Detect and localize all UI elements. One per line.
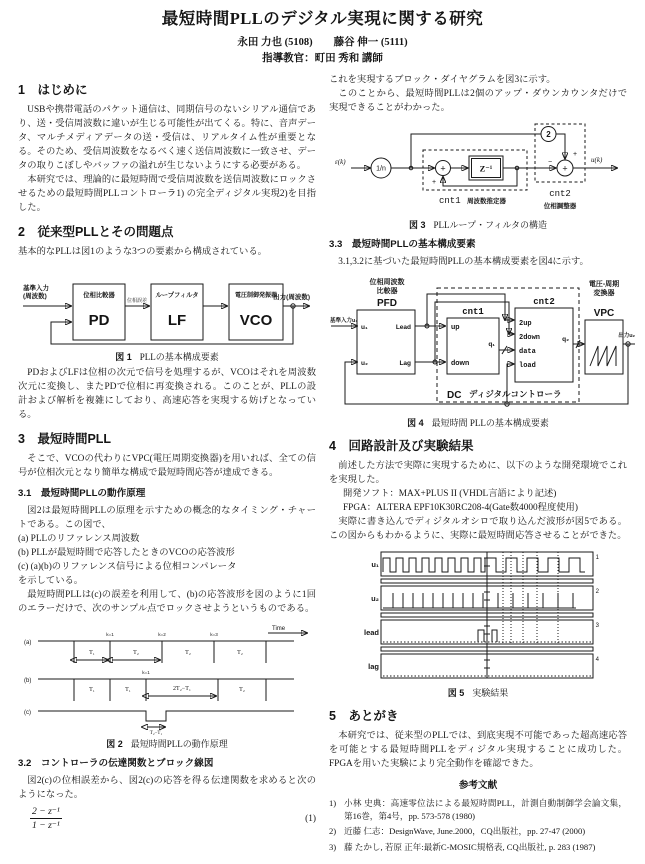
figure1-caption-text: PLLの基本構成要素: [139, 352, 219, 362]
fig5-ch-number-2: 2: [595, 589, 599, 595]
fig4-load-port: load: [519, 362, 536, 370]
fig1-vco-label: VCO: [239, 312, 273, 329]
fig3-gain-label: 1/n: [376, 165, 386, 173]
fig4-q1-port: q₁: [488, 341, 495, 348]
figure4-diagram: [329, 274, 637, 414]
fig4-input-label: 基準入力u₁: [330, 318, 358, 324]
figure3: [329, 120, 627, 231]
section4-fpga-line: FPGA：ALTERA EPF10K30RC208-4(Gate数4000程度使用): [343, 503, 578, 513]
fig2-row-c: [38, 711, 294, 735]
fig3-cnt2-label: cnt2: [549, 189, 571, 199]
fig5-ch-number-4: 4: [595, 657, 599, 663]
section1-paragraph-2: 本研究では、理論的に最短時間で受信周波数を送信周波数にロックさせるための最短時間PLLコントローラ1) の完全ディジタル実現2)を目指した。: [18, 175, 316, 213]
section2-paragraph-1: 基本的なPLLは図1のような3つの要素から構成されている。: [18, 247, 267, 257]
paper-title: 最短時間PLLのデジタル実現に関する研究: [161, 9, 484, 28]
fig4-vpc-title1: 電圧-周期: [588, 281, 620, 288]
advisor-line: 指導教官：町田 秀和 講師: [262, 53, 383, 64]
section4-devtool-line: 開発ソフト：MAX+PLUS II (VHDL言語により記述): [343, 489, 557, 499]
fig1-pd-label: PD: [88, 312, 110, 329]
fig3-sum1-plus: +: [440, 163, 446, 174]
figure2-caption: [18, 738, 316, 750]
fig2-row-a-label: (a): [24, 640, 32, 646]
fig3-sign-plus-fb: +: [432, 179, 437, 186]
two-column-body: [18, 73, 635, 856]
figure3-caption-text: PLLループ・フィルタの構造: [433, 220, 547, 230]
section31-heading: 3.1 最短時間PLLの動作原理: [18, 488, 146, 499]
figure5-caption-text: 実験結果: [472, 688, 509, 698]
section4-paragraph-2: 実際に書き込んでディジタルオシロで取り込んだ波形が図5である。この図からもわかるように、実際に最短時間応答させることができた。: [329, 517, 627, 541]
figure5-caption-tag: 図 5: [447, 688, 465, 698]
fig1-input-label: 基準入力: [23, 285, 49, 292]
fig2-tick-k2: k=2: [158, 632, 166, 637]
paper-header: [18, 8, 627, 67]
reference-1-text: 小林 史典：高速零位法による最短時間PLL，計測自動制御学会論文集，第16巻，第4号，pp. 573-578 (1980): [344, 798, 627, 821]
reference-2-text: 近藤 仁志：DesignWave, June.2000，CQ出版社，pp. 27-47 (2000): [344, 826, 586, 836]
figure4-caption-text: 最短時間 PLLの基本構成要素: [431, 418, 549, 428]
fig5-channel-u2: u₂: [371, 594, 379, 603]
fig2-a-t1: T₁: [89, 650, 95, 656]
section3-paragraph-1: そこで、VCOの代わりにVPC(電圧周期変換器)を用いれば、全ての信号が位相次元となり簡単な構成で最短時間応答が達成できる。: [18, 454, 316, 478]
section31-paragraph-3: 最短時間PLLは(c)の誤差を利用して、(b)の応答波形を図のように1回のエラーだけで、次のサンプル点でロックさせようというものである。: [18, 590, 316, 614]
fig1-lf-sublabel: ループフィルタ: [155, 292, 199, 299]
figure1-diagram: [21, 264, 313, 348]
section33-heading: 3.3 最短時間PLLの基本構成要素: [329, 239, 476, 250]
figure2: [18, 621, 316, 750]
fig2-a-t2: T₂: [133, 650, 139, 656]
fig4-u1-port: u₁: [361, 324, 368, 331]
fig3-sign-plus-top: +: [573, 151, 578, 158]
fig5-channel-lead: lead: [363, 628, 379, 637]
fig4-output-label: 出力u₂: [618, 333, 635, 339]
fig4-dc-sublabel: ディジタルコントローラ: [469, 389, 562, 399]
figure3-diagram: [333, 120, 623, 216]
equation-1: [18, 805, 316, 832]
section31-paragraph-1: 図2は最短時間PLLの原理を示すための概念的なタイミング・チャートである。この図で、: [18, 506, 316, 530]
fig5-ch-number-3: 3: [595, 623, 599, 629]
fig1-lf-label: LF: [167, 312, 187, 329]
right-column: [329, 73, 635, 856]
fig2-tick-k1: k=1: [106, 632, 114, 637]
section4-heading: 4 回路設計及び実験結果: [329, 439, 474, 453]
equation-1-number: (1): [305, 813, 316, 824]
figure2-caption-tag: 図 2: [106, 739, 123, 749]
fig4-data-port: data: [519, 348, 536, 356]
reference-2-number: 2): [329, 826, 337, 836]
fig2-a-t3: T₂: [185, 650, 191, 656]
section32-heading: 3.2 コントローラの伝達関数とブロック線図: [18, 758, 214, 769]
fig4-2up-port: 2up: [519, 320, 532, 328]
fig3-cnt1-sublabel: 周波数推定器: [467, 198, 506, 205]
fig3-cnt2-sublabel: 位相調整器: [543, 203, 577, 210]
section5-paragraph-1: 本研究では、従来型のPLLでは、到底実現不可能であった超高速応答を可能とする最短時間PLLをディジタル実現することに成功した。FPGAを用いた実験により完全動作を確認できた。: [329, 731, 627, 769]
fig4-vpc-label: VPC: [593, 308, 615, 319]
fig2-row-b-label: (b): [24, 678, 32, 684]
rcol-paragraph-2: このことから、最短時間PLLは2個のアップ・ダウンカウンタだけで実現できることがわかった。: [329, 89, 627, 113]
section31-item-c: (c) (a)(b)のリファレンス信号による位相コンパレータ: [18, 562, 237, 572]
fig4-lead-port: Lead: [395, 324, 411, 331]
fig4-up-port: up: [451, 324, 460, 331]
fig5-grid: [484, 552, 558, 678]
fig4-cnt2-label: cnt2: [533, 297, 555, 307]
figure2-timing-chart: [22, 621, 312, 735]
fig2-tick-k3: k=3: [210, 632, 218, 637]
rcol-paragraph-1: これを実現するブロック・ダイヤグラムを図3に示す。: [329, 75, 556, 85]
fig4-pfd-title1: 位相周波数: [369, 279, 405, 286]
fig3-output-label: u(k): [591, 156, 603, 164]
figure5-oscilloscope: [353, 548, 603, 684]
fig3-sign-minus: −: [548, 159, 553, 166]
section3-heading: 3 最短時間PLL: [18, 432, 112, 446]
section4-paragraph-1: 前述した方法で実際に実現するために、以下のような開発環境でこれを実現した。: [329, 461, 627, 485]
figure5: [329, 548, 627, 699]
fig1-output-label: 出力(周波数): [273, 294, 310, 301]
fig2-b-t2: T₁: [125, 687, 131, 693]
reference-3-text: 藤 たかし, 若原 正年:最新C-MOSIC規格表, CQ出版社, p. 283 (1987): [344, 841, 596, 852]
reference-item-1: [329, 797, 627, 822]
fig2-b-t3: 2T₂−T₁: [173, 686, 191, 692]
figure1-caption: [18, 351, 316, 363]
figure2-caption-text: 最短時間PLLの動作原理: [130, 739, 228, 749]
fig1-vco-sublabel: 電圧制御発振器: [234, 293, 278, 299]
fig3-input-label: ε(k): [335, 158, 346, 166]
figure5-caption: [329, 687, 627, 699]
fig5-channel-lag: lag: [368, 662, 379, 671]
reference-1-number: 1): [329, 798, 337, 808]
left-column: [18, 73, 316, 856]
fig4-dc-label: DC: [447, 390, 462, 401]
references-heading: 参考文献: [458, 780, 498, 791]
fig3-cnt1-label: cnt1: [439, 196, 461, 206]
fig3-delay-label: Z⁻¹: [479, 163, 493, 174]
section33-paragraph-1: 3.1,3.2に基づいた最短時間PLLの基本構成要素を図4に示す。: [338, 257, 589, 267]
reference-3-number: 3): [329, 841, 337, 852]
section1-heading: 1 はじめに: [18, 83, 88, 97]
reference-item-2: [329, 825, 627, 838]
reference-item-3: [329, 841, 627, 854]
figure3-caption-tag: 図 3: [409, 220, 426, 230]
section31-paragraph-2: を示している。: [18, 576, 84, 586]
fig4-q2-port: q₂: [562, 336, 569, 343]
section1-paragraph-1: USBや携帯電話のパケット通信は、同期信号のないシリアル通信であり、送・受信周波数に違いが生じる可能性が出てくる。特に、音声データ、マルチメディアデータの送・受信は、リアルタイム性が重要となる。そのため、受信周波数をなるべく速く送信周波数に一致させ、データの取りこぼしやバッファの溢れが生じないようにする必要がある。: [18, 105, 316, 171]
section31-item-b: (b) PLLが最短時間で応答したときのVCOの応答波形: [18, 548, 235, 558]
figure1-caption-tag: 図 1: [115, 352, 132, 362]
fig2-row-c-label: (c): [24, 710, 31, 716]
fig4-down-port: down: [451, 360, 470, 367]
authors-line: 永田 力也 (5108) 藤谷 伸一 (5111): [237, 37, 408, 48]
figure4-caption-tag: 図 4: [407, 418, 424, 428]
fig3-times2-label: 2: [546, 130, 551, 139]
fig4-pfd-title2: 比較器: [376, 288, 398, 295]
fig4-cnt1-label: cnt1: [462, 307, 484, 317]
equation-1-fraction: [30, 805, 62, 832]
fig2-tick-b: k=1: [142, 670, 150, 675]
fig4-lag-port: Lag: [399, 360, 411, 367]
fig3-sum2-plus: +: [562, 163, 568, 174]
section31-item-a: (a) PLLのリファレンス周波数: [18, 534, 140, 544]
section2-paragraph-2: PDおよびLFは位相の次元で信号を処理するが、VCOはそれを周波数次元に変換し、またPDで位相に再変換される。このことが、PLLの設計および解析を複雑にしており、高速応答を実現する妨げとなっている。: [18, 368, 316, 420]
figure4-caption: [329, 417, 627, 429]
figure1: [18, 264, 316, 363]
figure3-caption: [329, 219, 627, 231]
figure4: [329, 274, 635, 429]
fig4-vpc-title2: 変換器: [593, 290, 615, 297]
fig2-b-t4: T₂: [239, 687, 245, 693]
equation-1-denominator: 1 − z⁻¹: [32, 820, 60, 831]
section32-paragraph-1: 図2(c)の位相誤差から、図2(c)の応答を得る伝達関数を求めると次のようになった。: [18, 776, 316, 800]
fig2-a-t4: T₂: [237, 650, 243, 656]
fig4-u2-port: u₂: [361, 360, 368, 367]
fig1-input-label2: (周波数): [23, 293, 47, 300]
fig4-pfd-label: PFD: [377, 298, 397, 309]
fig3-wires: [351, 134, 617, 186]
fig5-ch-number-1: 1: [595, 555, 599, 561]
section2-heading: 2 従来型PLLとその問題点: [18, 225, 174, 239]
fig2-row-b: [38, 670, 294, 701]
fig1-pd-sublabel: 位相比較器: [83, 292, 115, 299]
fig2-b-t1: T₁: [89, 687, 95, 693]
fig4-2down-port: 2down: [519, 334, 541, 342]
fig2-time-label: Time: [272, 626, 286, 632]
fig1-phase-error-label: 位相誤差: [126, 298, 148, 304]
section5-heading: 5 あとがき: [329, 709, 399, 723]
fig5-channel-u1: u₁: [371, 560, 379, 569]
fig2-c-label: T₂−T₁: [149, 731, 163, 735]
equation-1-numerator: 2 − z⁻¹: [32, 806, 60, 817]
fig2-row-a: [38, 626, 307, 663]
